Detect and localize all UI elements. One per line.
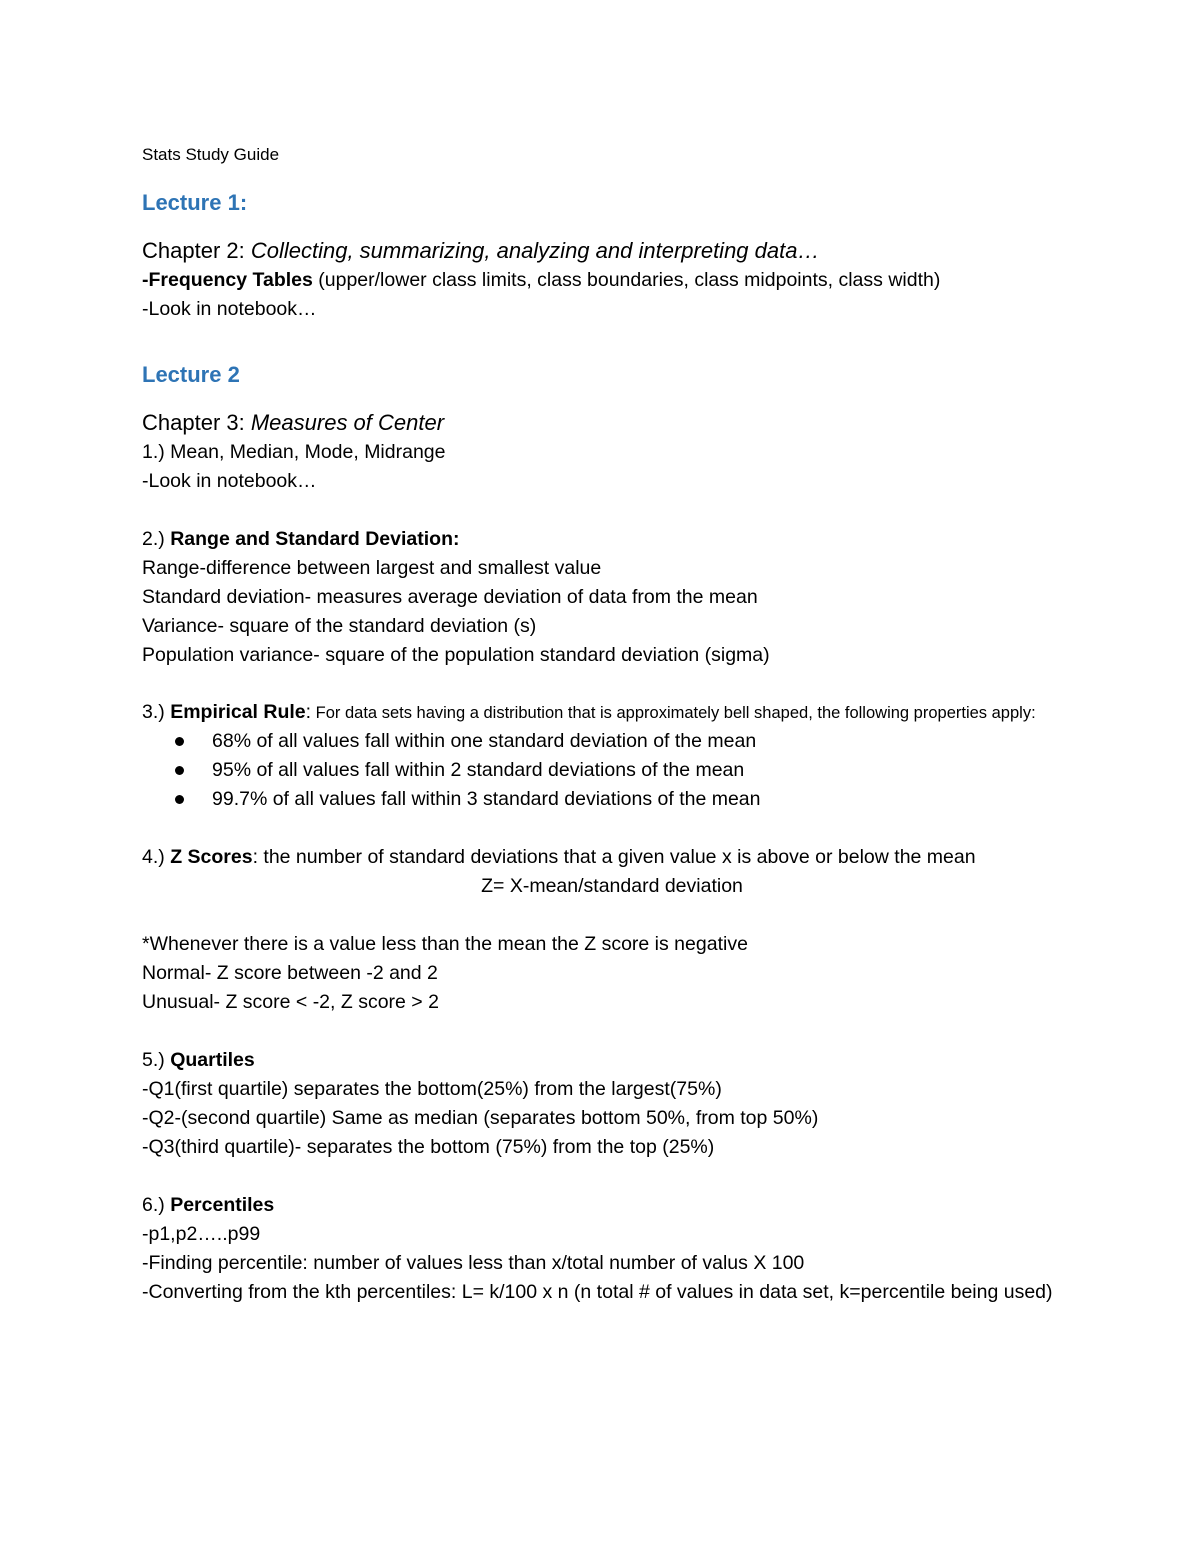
lecture-1-heading: Lecture 1: [142,190,248,215]
section-title: Quartiles [170,1049,255,1071]
document-title: Stats Study Guide [142,145,280,164]
empirical-rule-list [142,727,1082,814]
converting-percentile-line: -Converting from the kth percentiles: L= k/100 x n (n total # of values in data set, k=percentile being used) [142,1281,1053,1303]
frequency-tables-line [142,266,1082,295]
population-variance-definition: Population variance- square of the population standard deviation (sigma) [142,644,770,666]
chapter-3-heading [142,408,1082,438]
std-dev-definition: Standard deviation- measures average deviation of data from the mean [142,586,758,608]
finding-percentile-line: -Finding percentile: number of values less than x/total number of valus X 100 [142,1252,805,1274]
empirical-rule-description: For data sets having a distribution that is approximately bell shaped, the following properties apply: [311,704,1036,722]
frequency-tables-label: -Frequency Tables [142,269,313,291]
list-item-text: 99.7% of all values fall within 3 standard deviations of the mean [212,788,761,810]
section-1-title: 1.) Mean, Median, Mode, Midrange [142,441,446,463]
list-item-text: 95% of all values fall within 2 standard deviations of the mean [212,759,745,781]
section-number: 4.) [142,846,171,868]
range-definition: Range-difference between largest and smallest value [142,557,602,579]
section-6-title [142,1191,1082,1220]
section-5-title [142,1046,1082,1075]
z-score-description: : the number of standard deviations that a given value x is above or below the mean [252,846,976,868]
q3-line: -Q3(third quartile)- separates the bottom (75%) from the top (25%) [142,1136,715,1158]
section-2-title [142,525,1082,554]
chapter-title: Collecting, summarizing, analyzing and interpreting data… [250,238,820,263]
chapter-prefix: Chapter 2: [142,238,251,263]
frequency-tables-text: (upper/lower class limits, class boundaries, class midpoints, class width) [312,269,941,291]
section-title: Percentiles [170,1194,275,1216]
bullet-icon [175,795,184,804]
list-item [142,756,1082,785]
chapter-2-heading [142,236,1082,266]
q2-line: -Q2-(second quartile) Same as median (separates bottom 50%, from top 50%) [142,1107,819,1129]
variance-definition: Variance- square of the standard deviation (s) [142,615,537,637]
unusual-z-note: Unusual- Z score < -2, Z score > 2 [142,991,439,1013]
section-number: 2.) [142,528,171,550]
list-item [142,727,1082,756]
chapter-prefix: Chapter 3: [142,410,251,435]
section-colon: : [305,701,312,723]
bullet-icon [175,766,184,775]
list-item [142,785,1082,814]
percentile-range-line: -p1,p2…..p99 [142,1223,261,1245]
section-number: 6.) [142,1194,171,1216]
section-number: 5.) [142,1049,171,1071]
section-title: Z Scores [170,846,253,868]
list-item-text: 68% of all values fall within one standard deviation of the mean [212,730,757,752]
q1-line: -Q1(first quartile) separates the bottom(25%) from the largest(75%) [142,1078,722,1100]
section-4-title [142,843,1082,872]
section-title: Range and Standard Deviation: [170,528,460,550]
notebook-note: -Look in notebook… [142,470,317,492]
negative-z-note: *Whenever there is a value less than the mean the Z score is negative [142,933,748,955]
document-content [142,142,1082,1307]
notebook-note: -Look in notebook… [142,298,317,320]
lecture-2-heading: Lecture 2 [142,362,240,387]
section-number: 3.) [142,701,171,723]
z-score-formula: Z= X-mean/standard deviation [481,875,743,897]
section-3-title [142,699,1082,727]
bullet-icon [175,737,184,746]
chapter-title: Measures of Center [250,410,445,435]
section-title: Empirical Rule [170,701,306,723]
normal-z-note: Normal- Z score between -2 and 2 [142,962,438,984]
